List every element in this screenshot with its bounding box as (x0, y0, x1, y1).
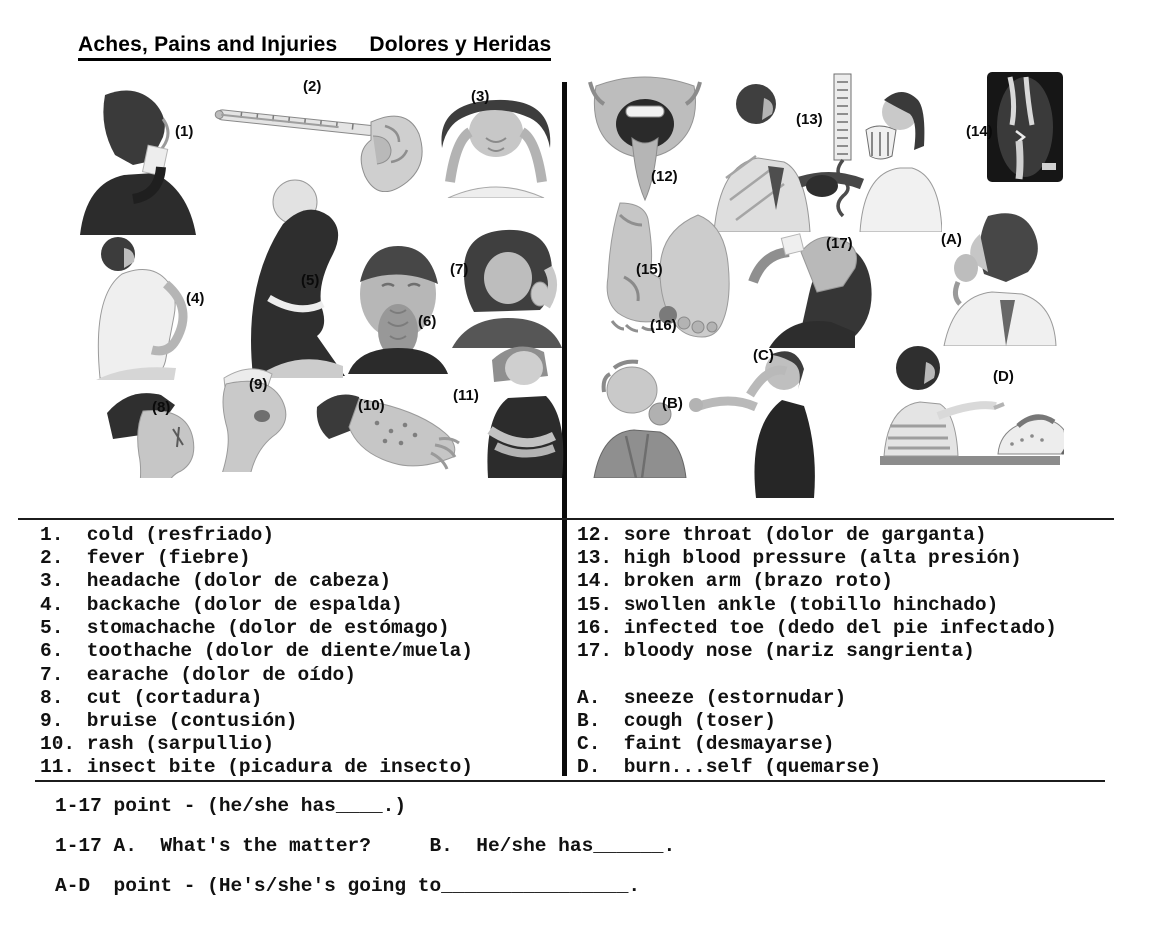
vocab-item-A: A. sneeze (estornudar) (577, 687, 847, 709)
vocab-item-4: 4. backache (dolor de espalda) (40, 594, 403, 616)
illustration-insect-bite (476, 336, 564, 478)
illustration-faint (686, 341, 848, 498)
vocab-item-C: C. faint (desmayarse) (577, 733, 835, 755)
figure-label-9: (9) (249, 376, 268, 393)
horizontal-rule-top (18, 518, 1114, 520)
illustration-broken-arm-xray (986, 71, 1064, 183)
figure-label-7: (7) (450, 261, 469, 278)
illustration-burn-iron (876, 336, 1064, 484)
figure-label-4: (4) (186, 290, 205, 307)
figure-label-13: (13) (796, 111, 823, 128)
figure-label-3: (3) (471, 88, 490, 105)
illustration-toothache (346, 236, 450, 374)
vocab-item-1: 1. cold (resfriado) (40, 524, 275, 546)
title-english: Aches, Pains and Injuries (78, 33, 338, 56)
figure-label-6: (6) (418, 313, 437, 330)
vocab-item-16: 16. infected toe (dedo del pie infectado) (577, 617, 1057, 639)
figure-label-A: (A) (941, 231, 962, 248)
figure-label-5: (5) (301, 272, 320, 289)
illustration-cut-knee (101, 371, 198, 478)
illustration-cold (75, 85, 200, 235)
figure-label-8: (8) (152, 399, 171, 416)
figure-label-12: (12) (651, 168, 678, 185)
instruction-line-2: 1-17 A. What's the matter? B. He/she has______. (55, 835, 676, 857)
illustration-rash-arm (313, 381, 461, 473)
illustration-earache (448, 220, 562, 348)
vocab-item-3: 3. headache (dolor de cabeza) (40, 570, 392, 592)
vocab-item-D: D. burn...self (quemarse) (577, 756, 882, 778)
figure-label-C: (C) (753, 347, 774, 364)
instruction-line-3: A-D point - (He's/she's going to________________. (55, 875, 641, 897)
figure-label-17: (17) (826, 235, 853, 252)
illustration-stomachache (233, 176, 349, 378)
illustration-headache (430, 86, 562, 198)
vocab-item-7: 7. earache (dolor de oído) (40, 664, 356, 686)
figure-label-16: (16) (650, 317, 677, 334)
vocab-item-13: 13. high blood pressure (alta presión) (577, 547, 1022, 569)
vocab-item-2: 2. fever (fiebre) (40, 547, 251, 569)
illustration-cough (590, 356, 688, 478)
vocab-item-11: 11. insect bite (picadura de insecto) (40, 756, 473, 778)
vocab-item-15: 15. swollen ankle (tobillo hinchado) (577, 594, 999, 616)
vocab-item-10: 10. rash (sarpullio) (40, 733, 275, 755)
figure-label-15: (15) (636, 261, 663, 278)
horizontal-rule-bottom (35, 780, 1105, 782)
vocab-item-5: 5. stomachache (dolor de estómago) (40, 617, 450, 639)
illustration-backache (80, 228, 200, 380)
vocab-item-12: 12. sore throat (dolor de garganta) (577, 524, 987, 546)
figure-label-2: (2) (303, 78, 322, 95)
figure-label-10: (10) (358, 397, 385, 414)
vocab-item-17: 17. bloody nose (nariz sangrienta) (577, 640, 975, 662)
illustration-sore-throat (586, 76, 704, 204)
instruction-line-1: 1-17 point - (he/she has____.) (55, 795, 407, 817)
figure-label-D: (D) (993, 368, 1014, 385)
vocab-item-6: 6. toothache (dolor de diente/muela) (40, 640, 473, 662)
vocab-item-9: 9. bruise (contusión) (40, 710, 298, 732)
figure-label-1: (1) (175, 123, 194, 140)
illustration-bloody-nose (743, 220, 887, 348)
page-title (78, 33, 551, 61)
title-spanish: Dolores y Heridas (369, 33, 552, 56)
vocab-item-B: B. cough (toser) (577, 710, 776, 732)
figure-label-B: (B) (662, 395, 683, 412)
illustration-sneeze (936, 208, 1060, 346)
figure-label-14: (14) (966, 123, 993, 140)
vocab-item-8: 8. cut (cortadura) (40, 687, 263, 709)
figure-label-11: (11) (453, 387, 479, 404)
illustration-blood-pressure (704, 70, 942, 232)
vocab-item-14: 14. broken arm (brazo roto) (577, 570, 893, 592)
